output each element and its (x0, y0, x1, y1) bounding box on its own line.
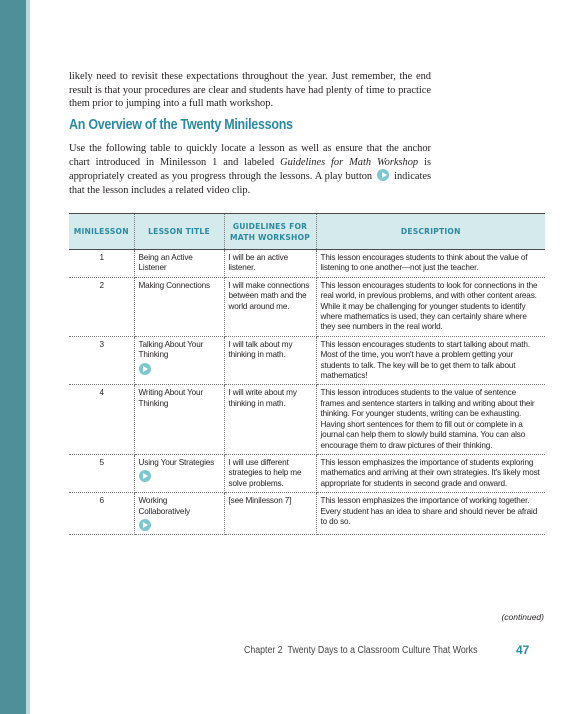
cell-description-text: This lesson encourages students to start talking about math. Most of the time, you won't have a problem getting your students to talk. The key will be to get them to talk about mathematics! (320, 339, 530, 381)
minilessons-table (69, 213, 545, 535)
cell-lesson-title-text: Working Collaboratively (138, 496, 190, 516)
cell-lesson-title (134, 454, 224, 492)
cell-guideline (224, 277, 316, 336)
footer-chapter: Chapter 2 (244, 645, 283, 656)
cell-guideline (224, 454, 316, 492)
overview-text-2: is appropriately created as you progress through the lessons. A play button (69, 156, 431, 183)
cell-guideline-text: I will talk about my thinking in math. (228, 339, 293, 360)
cell-guideline-text: I will write about my thinking in math. (228, 388, 297, 408)
cell-lesson-title-text: Talking About Your Thinking (138, 339, 204, 360)
cell-lesson-title (134, 336, 224, 385)
table-row (69, 385, 545, 454)
cell-minilesson-number (69, 493, 134, 535)
cell-guideline-text: [see Minilesson 7] (228, 496, 292, 506)
cell-lesson-title-text: Using Your Strategies (138, 457, 215, 467)
footer-title: Twenty Days to a Classroom Culture That Works (287, 645, 478, 656)
cell-lesson-title-text: Writing About Your Thinking (138, 388, 204, 408)
table-row (69, 493, 545, 535)
overview-text-3: indicates that the lesson includes a related video clip. (69, 171, 432, 196)
cell-guideline (224, 493, 316, 535)
page-number: 47 (516, 643, 530, 657)
cell-description-text: This lesson encourages students to think about the value of listening to one another—not just the teacher. (320, 253, 528, 273)
table-row (69, 336, 545, 385)
cell-description (316, 493, 545, 535)
table-row (69, 454, 545, 492)
cell-description-text: This lesson emphasizes the importance of working together. Every student has an idea to share and should never be afraid to do so. (320, 496, 538, 526)
continued-label: (continued) (501, 612, 544, 622)
cell-minilesson-number-text: 1 (99, 253, 104, 262)
cell-guideline (224, 336, 316, 385)
cell-minilesson-number (69, 385, 134, 454)
page-footer (244, 645, 477, 656)
overview-text-1: Use the following table to quickly locate a lesson as well as ensure that the anchor chart introduced in Minilesson 1 and labeled (69, 143, 431, 168)
side-color-bar-light (26, 0, 30, 714)
header-guidelines: GUIDELINES FOR MATH WORKSHOP (224, 214, 316, 250)
cell-guideline (224, 385, 316, 454)
table-row (69, 250, 545, 278)
play-button-icon[interactable] (139, 363, 151, 375)
cell-minilesson-number (69, 336, 134, 385)
side-color-bar (0, 0, 26, 714)
cell-minilesson-number (69, 250, 134, 278)
cell-minilesson-number-text: 4 (99, 388, 104, 398)
cell-minilesson-number-text: 2 (99, 280, 104, 290)
cell-lesson-title-text: Being an Active Listener (138, 253, 193, 273)
play-button-icon[interactable] (139, 470, 151, 482)
cell-lesson-title (134, 277, 224, 336)
cell-lesson-title (134, 493, 224, 535)
cell-description (316, 454, 545, 492)
cell-description (316, 385, 545, 454)
cell-description-text: This lesson introduces students to the value of sentence frames and sentence starters in talking and writing about their thinking. For younger students, writing can be exhausting. Having short sentences for them to fill out or complete in a journal can help them to slowly build stamina. You can also encourage them to draw pictures of their thinking. (320, 388, 535, 450)
cell-minilesson-number-text: 6 (99, 496, 104, 506)
section-heading: An Overview of the Twenty Minilessons (69, 117, 293, 133)
overview-paragraph (69, 142, 431, 197)
cell-guideline-text: I will use different strategies to help me solve problems. (228, 457, 302, 488)
overview-italic-title: Guidelines for Math Workshop (280, 156, 419, 168)
cell-description (316, 250, 545, 278)
cell-lesson-title-text: Making Connections (138, 280, 210, 290)
cell-minilesson-number (69, 277, 134, 336)
cell-description-text: This lesson encourages students to look for connections in the real world, in previous problems, and with other content areas. While it may be challenging for younger students to identify where mathematics is used, they can certainly share where they see numbers in the real world. (320, 280, 538, 332)
header-lesson-title: LESSON TITLE (134, 214, 224, 250)
cell-description (316, 277, 545, 336)
cell-lesson-title (134, 250, 224, 278)
cell-lesson-title (134, 385, 224, 454)
cell-minilesson-number-text: 3 (99, 339, 104, 349)
table-body (69, 250, 545, 535)
cell-minilesson-number-text: 5 (99, 457, 104, 467)
header-description: DESCRIPTION (316, 214, 545, 250)
play-button-icon[interactable] (139, 519, 151, 531)
cell-description (316, 336, 545, 385)
cell-guideline (224, 250, 316, 278)
table-header-row (69, 214, 545, 250)
cell-guideline-text: I will be an active listener. (228, 253, 288, 273)
cell-minilesson-number (69, 454, 134, 492)
intro-paragraph: likely need to revisit these expectations throughout the year. Just remember, the end result is that your procedures are clear and students have had plenty of time to practice them prior to jumping into a full math workshop. (69, 71, 431, 110)
cell-description-text: This lesson emphasizes the importance of students exploring mathematics and arriving at their own strategies. It's likely most appropriate for students in second grade and onward. (320, 457, 540, 488)
cell-guideline-text: I will make connections between math and the world around me. (228, 280, 310, 311)
header-minilesson: MINILESSON (69, 214, 134, 250)
table-row (69, 277, 545, 336)
play-button-icon (377, 169, 389, 181)
